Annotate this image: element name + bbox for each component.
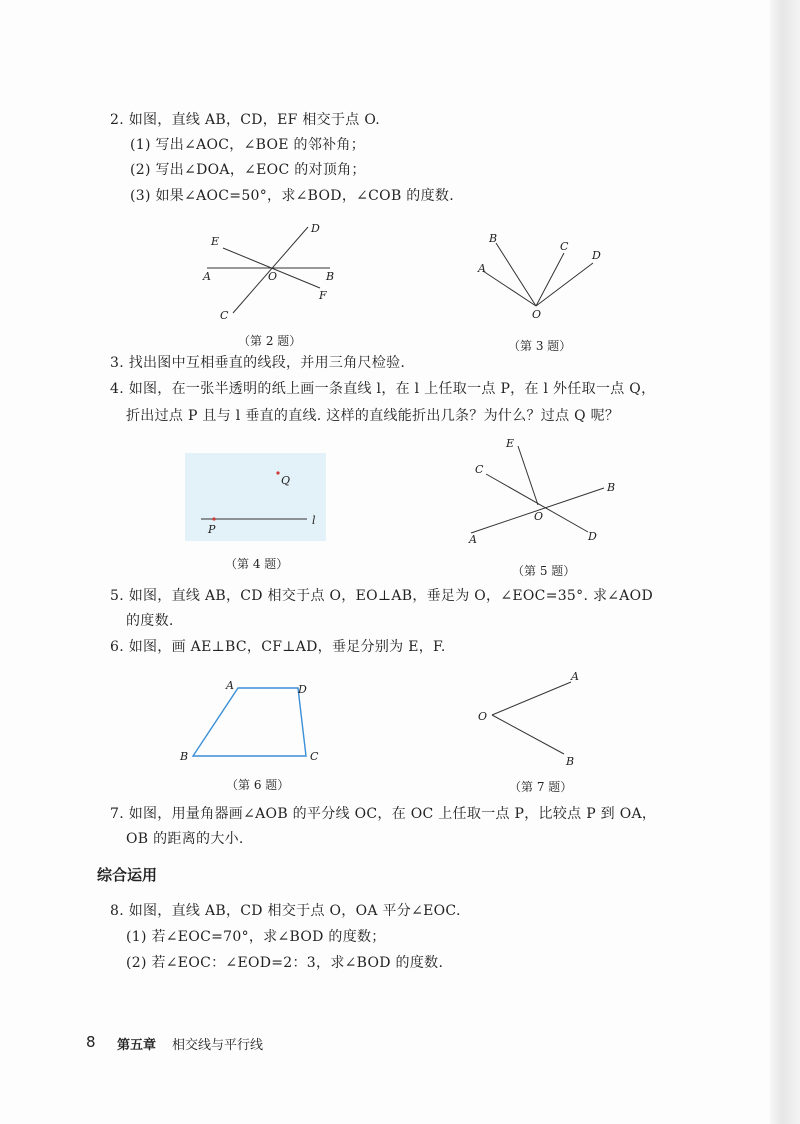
fig6-label-A: A (226, 679, 234, 692)
fig6-caption: （第 6 题） (226, 778, 290, 792)
fig2-label-D: D (311, 222, 320, 235)
figure-5 (466, 436, 626, 548)
figure-4 (185, 453, 330, 543)
fig5-label-C: C (475, 463, 484, 476)
fig5-label-B: B (607, 481, 616, 494)
fig3-label-B: B (489, 232, 498, 245)
fig5-label-A: A (469, 533, 477, 546)
q8-part2: (2) 若∠EOC：∠EOD=2：3，求∠BOD 的度数. (126, 955, 444, 971)
fig2-label-C: C (220, 309, 229, 322)
page-number: 8 (86, 1033, 96, 1051)
fig2-caption: （第 2 题） (238, 334, 302, 348)
fig5-label-O: O (534, 510, 544, 523)
fig7-label-A: A (571, 670, 579, 683)
q8-part1: (1) 若∠EOC=70°，求∠BOD 的度数； (126, 929, 386, 945)
fig3-label-D: D (592, 249, 601, 262)
q2-part3: (3) 如果∠AOC=50°，求∠BOD，∠COB 的度数. (130, 188, 454, 204)
fig3-label-C: C (560, 240, 569, 253)
fig6-label-B: B (180, 750, 189, 763)
fig2-label-F: F (319, 289, 327, 302)
chapter-label: 第五章 (117, 1038, 157, 1053)
fig4-label-Q: Q (281, 474, 291, 487)
fig4-label-l: l (312, 514, 316, 527)
page-edge-shadow (770, 0, 800, 1124)
fig4-label-P: P (208, 523, 216, 536)
fig2-label-B: B (326, 270, 335, 283)
q2-part2: (2) 写出∠DOA，∠EOC 的对顶角； (130, 162, 366, 178)
fig6-label-D: D (298, 683, 307, 696)
fig5-caption: （第 5 题） (512, 564, 576, 578)
fig3-caption: （第 3 题） (508, 339, 572, 353)
q4-line2: 折出过点 P 且与 l 垂直的直线. 这样的直线能折出几条？为什么？过点 Q 呢？ (126, 408, 620, 424)
fig7-caption: （第 7 题） (509, 780, 573, 794)
fig5-label-E: E (506, 437, 515, 450)
q2-stem: 2. 如图，直线 AB，CD，EF 相交于点 O. (110, 112, 381, 128)
fig5-label-D: D (588, 530, 597, 543)
fig2-label-A: A (203, 270, 211, 283)
fig2-label-O: O (268, 270, 278, 283)
fig3-label-A: A (478, 262, 486, 275)
fig6-label-C: C (310, 750, 319, 763)
figure-2 (195, 220, 355, 330)
figure-6 (176, 676, 326, 771)
fig7-label-B: B (566, 755, 575, 768)
q6-text: 6. 如图，画 AE⊥BC，CF⊥AD，垂足分别为 E，F. (110, 639, 446, 655)
q7-line2: OB 的距离的大小. (126, 831, 244, 847)
q4-line1: 4. 如图，在一张半透明的纸上画一条直线 l，在 l 上任取一点 P，在 l 外任取一点 Q， (110, 381, 656, 397)
fig3-label-O: O (532, 308, 542, 321)
section-title: 综合运用 (97, 866, 158, 884)
fig4-caption: （第 4 题） (225, 557, 289, 571)
q7-line1: 7. 如图，用量角器画∠AOB 的平分线 OC，在 OC 上任取一点 P，比较点 P 到 OA， (110, 806, 657, 822)
fig2-label-E: E (211, 235, 220, 248)
q3-text: 3. 找出图中互相垂直的线段，并用三角尺检验. (110, 355, 406, 371)
figure-7 (475, 666, 595, 768)
q5-line2: 的度数. (126, 613, 174, 629)
figure-3 (478, 228, 608, 323)
chapter-title: 相交线与平行线 (172, 1038, 264, 1053)
q8-stem: 8. 如图，直线 AB，CD 相交于点 O，OA 平分∠EOC. (110, 903, 461, 919)
q2-part1: (1) 写出∠AOC，∠BOE 的邻补角； (130, 137, 366, 153)
q5-line1: 5. 如图，直线 AB，CD 相交于点 O，EO⊥AB，垂足为 O，∠EOC=35°. 求∠AOD (110, 588, 653, 604)
fig7-label-O: O (478, 710, 488, 723)
